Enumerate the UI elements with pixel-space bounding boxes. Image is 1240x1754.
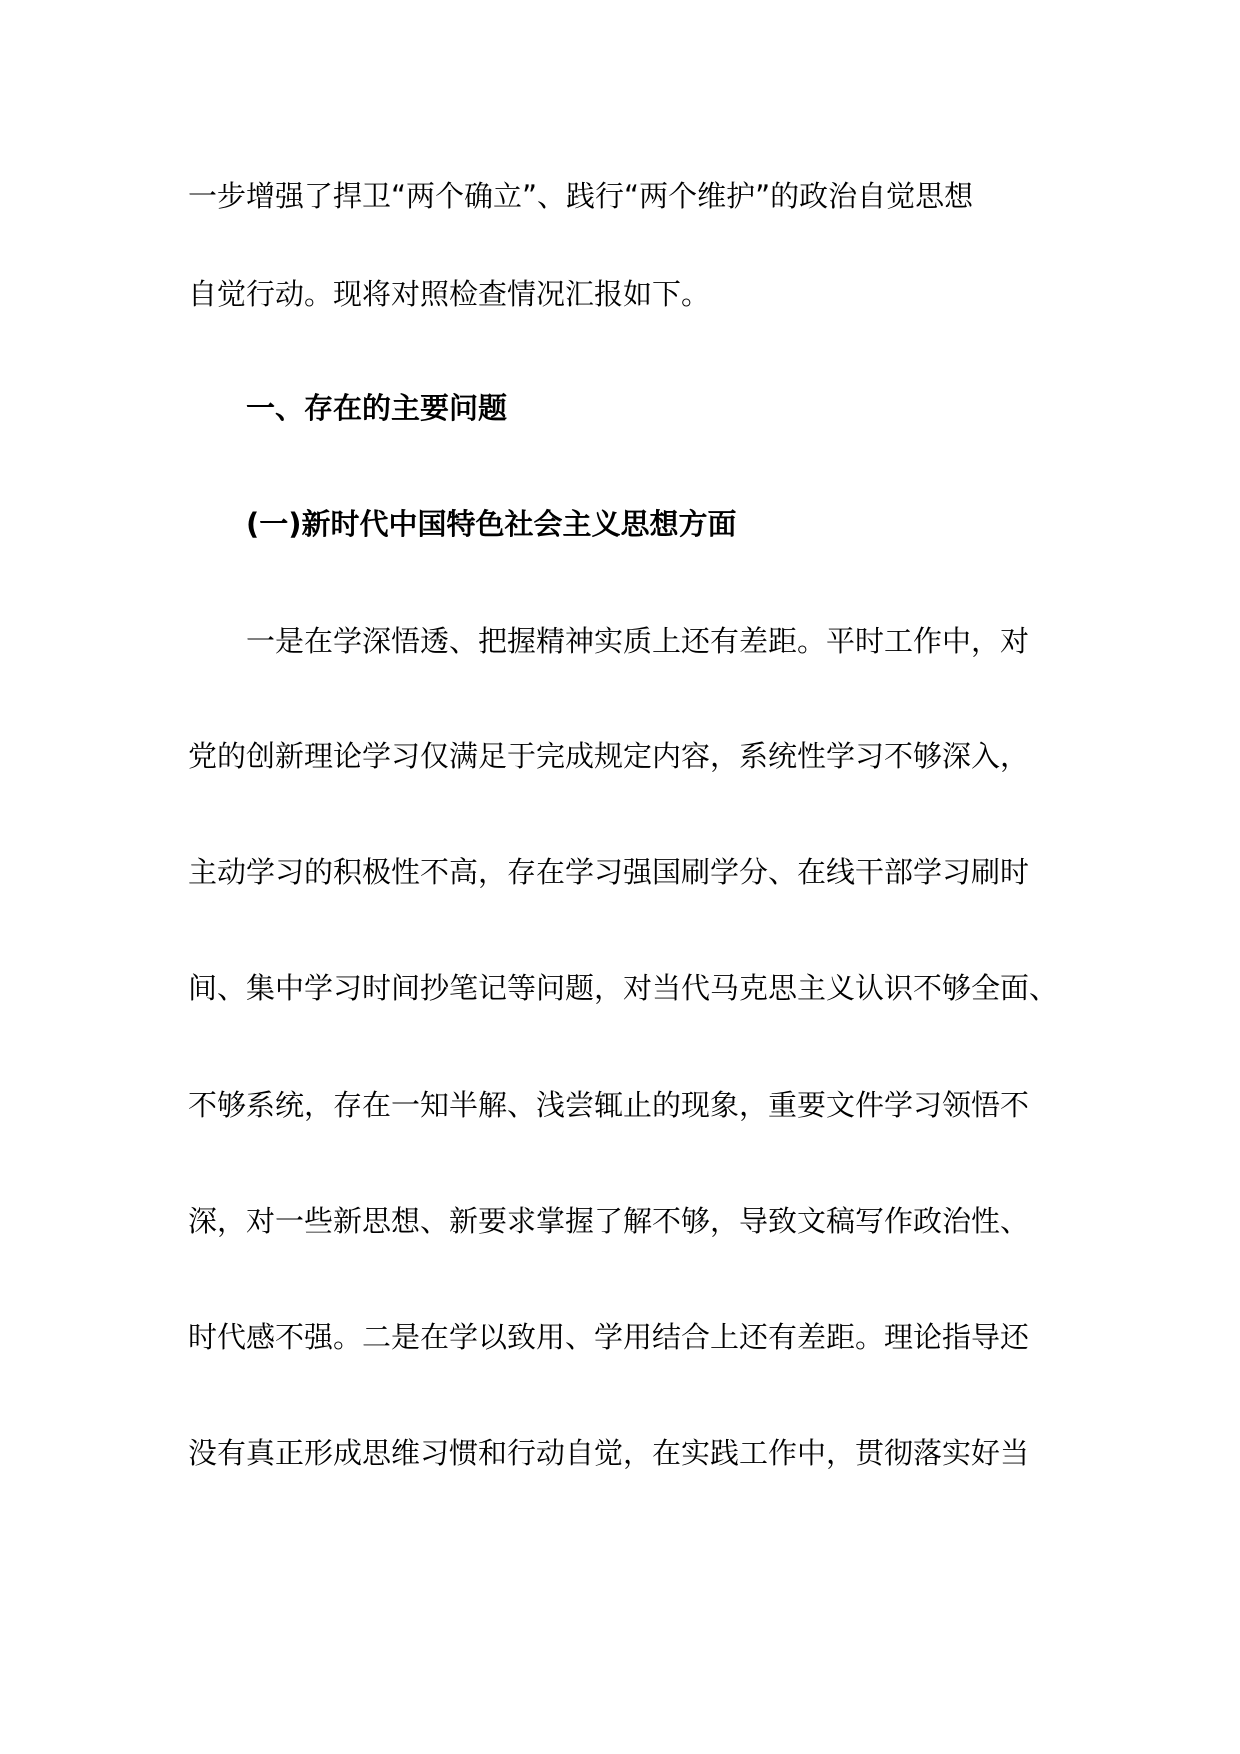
paragraph-line: 间、集中学习时间抄笔记等问题，对当代马克思主义认识不够全面、 [188, 971, 1059, 1005]
section-heading: 一、存在的主要问题 [246, 391, 508, 425]
paragraph-line: 一是在学深悟透、把握精神实质上还有差距。平时工作中，对 [246, 624, 1030, 658]
subsection-heading: (一)新时代中国特色社会主义思想方面 [246, 507, 737, 541]
paragraph-line: 没有真正形成思维习惯和行动自觉，在实践工作中，贯彻落实好当 [188, 1436, 1030, 1470]
paragraph-line: 一步增强了捍卫“两个确立”、践行“两个维护”的政治自觉思想 [188, 179, 974, 213]
paragraph-line: 自觉行动。现将对照检查情况汇报如下。 [188, 277, 711, 311]
paragraph-line: 深，对一些新思想、新要求掌握了解不够，导致文稿写作政治性、 [188, 1204, 1030, 1238]
paragraph-line: 时代感不强。二是在学以致用、学用结合上还有差距。理论指导还 [188, 1320, 1030, 1354]
paragraph-line: 主动学习的积极性不高，存在学习强国刷学分、在线干部学习刷时 [188, 855, 1030, 889]
paragraph-line: 党的创新理论学习仅满足于完成规定内容，系统性学习不够深入， [188, 739, 1030, 773]
paragraph-line: 不够系统，存在一知半解、浅尝辄止的现象，重要文件学习领悟不 [188, 1088, 1030, 1122]
